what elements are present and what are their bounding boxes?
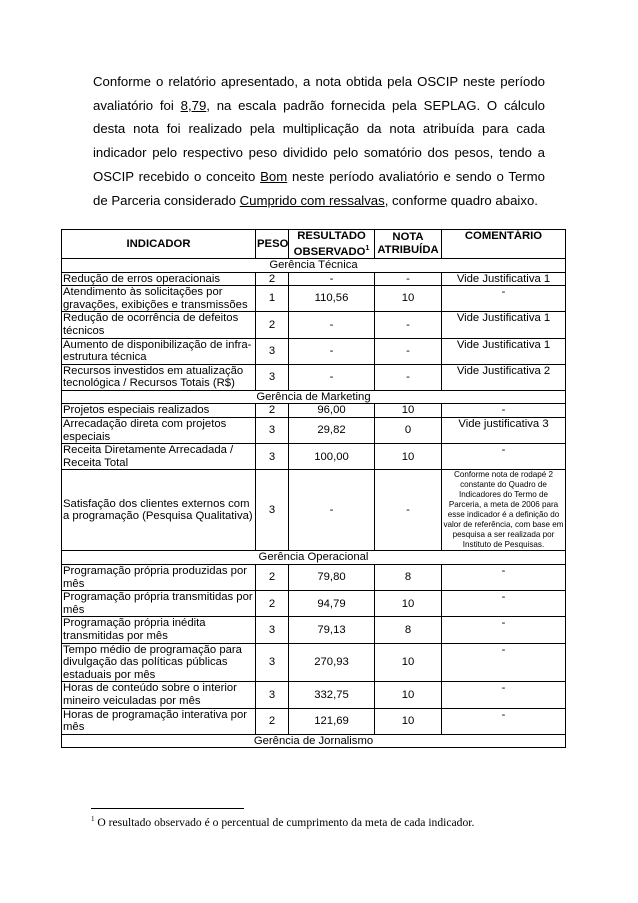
section-row — [62, 390, 566, 404]
cell-peso: 2 — [256, 272, 289, 286]
cell-indicador: Horas de programação interativa por mês — [62, 708, 256, 734]
cell-peso: 3 — [256, 444, 289, 470]
cell-indicador: Arrecadação direta com projetos especiais — [62, 418, 256, 444]
indicators-table — [61, 229, 566, 748]
header-comentario: COMENTÁRIO — [442, 230, 566, 259]
cell-nota: 0 — [375, 418, 442, 444]
cell-nota: 10 — [375, 682, 442, 708]
table-row — [62, 338, 566, 364]
paragraph-text: Conforme o relatório apresentado, a nota obtida pela OSCIP neste período avaliatório foi — [93, 74, 545, 113]
cell-nota: 8 — [375, 565, 442, 591]
cell-resultado: 79,80 — [289, 565, 375, 591]
cell-indicador: Recursos investidos em atualização tecnológica / Recursos Totais (R$) — [62, 364, 256, 390]
cell-resultado: 110,56 — [289, 286, 375, 312]
cell-resultado: 94,79 — [289, 591, 375, 617]
cell-nota: - — [375, 312, 442, 338]
cell-peso: 2 — [256, 708, 289, 734]
table-row — [62, 312, 566, 338]
cell-peso: 3 — [256, 617, 289, 643]
section-operacional: Gerência Operacional — [62, 551, 566, 565]
cell-resultado: 79,13 — [289, 617, 375, 643]
footnote-text: O resultado observado é o percentual de cumprimento da meta de cada indicador. — [94, 815, 475, 829]
cell-peso: 3 — [256, 643, 289, 682]
cell-nota: - — [375, 364, 442, 390]
cell-nota: - — [375, 338, 442, 364]
paragraph-text: neste período avaliatório e sendo o Termo de Parceria considerado — [93, 168, 545, 208]
cell-resultado: 29,82 — [289, 418, 375, 444]
cell-indicador: Satisfação dos clientes externos com a programação (Pesquisa Qualitativa) — [62, 470, 256, 551]
table-row — [62, 404, 566, 418]
cell-comentario: Vide Justificativa 1 — [442, 338, 566, 364]
table-header-row — [62, 230, 566, 259]
cell-indicador: Atendimento às solicitações por gravações, exibições e transmissões — [62, 286, 256, 312]
cell-comentario: Vide Justificativa 1 — [442, 272, 566, 286]
footnote-number: 1 — [91, 815, 95, 823]
cell-nota: 8 — [375, 617, 442, 643]
footnote — [91, 815, 571, 829]
cell-comentario: - — [442, 404, 566, 418]
paragraph-text: , conforme quadro abaixo. — [384, 192, 538, 208]
table-row — [62, 682, 566, 708]
cell-peso: 2 — [256, 591, 289, 617]
cell-nota: 10 — [375, 286, 442, 312]
score-value: 8,79 — [180, 97, 207, 113]
table-row — [62, 444, 566, 470]
table-row — [62, 617, 566, 643]
cell-comentario: Vide Justificativa 2 — [442, 364, 566, 390]
cell-nota: 10 — [375, 708, 442, 734]
cell-peso: 1 — [256, 286, 289, 312]
cell-comentario: Conforme nota de rodapé 2 constante do Quadro de Indicadores do Termo de Parceria, a meta de 2006 para esse indicador é a definição do valor de referência, com base em pesquisa a ser realizada por Instituto de Pesquisas. — [443, 470, 564, 550]
cell-peso: 2 — [256, 565, 289, 591]
cell-resultado: 270,93 — [289, 643, 375, 682]
cell-peso: 2 — [256, 312, 289, 338]
table-row — [62, 364, 566, 390]
cell-resultado: - — [289, 338, 375, 364]
cell-resultado: - — [289, 470, 375, 551]
table-row — [62, 643, 566, 682]
header-nota: NOTA ATRIBUÍDA — [375, 230, 442, 259]
cell-nota: 10 — [375, 404, 442, 418]
section-tecnica: Gerência Técnica — [62, 258, 566, 272]
cell-comentario: Vide Justificativa 1 — [442, 312, 566, 338]
cell-resultado: 100,00 — [289, 444, 375, 470]
cell-indicador: Programação própria transmitidas por mês — [62, 591, 256, 617]
cell-comentario: - — [442, 565, 566, 591]
cell-indicador: Programação própria inédita transmitidas por mês — [62, 617, 256, 643]
table-row — [62, 470, 566, 551]
cell-nota: - — [375, 272, 442, 286]
cell-peso: 2 — [256, 404, 289, 418]
cell-comentario: Vide justificativa 3 — [442, 418, 566, 444]
footnote-divider — [91, 808, 244, 809]
cell-resultado: 332,75 — [289, 682, 375, 708]
cell-resultado: - — [289, 364, 375, 390]
cell-indicador: Redução de ocorrência de defeitos técnicos — [62, 312, 256, 338]
table-row — [62, 286, 566, 312]
section-row — [62, 551, 566, 565]
cell-indicador: Tempo médio de programação para divulgação das políticas públicas estaduais por mês — [62, 643, 256, 682]
cell-peso: 3 — [256, 338, 289, 364]
cell-nota: - — [375, 470, 442, 551]
intro-paragraph — [93, 70, 545, 212]
concept-value: Bom — [260, 168, 288, 184]
table-row — [62, 272, 566, 286]
cell-indicador: Receita Diretamente Arrecadada / Receita Total — [62, 444, 256, 470]
table-row — [62, 708, 566, 734]
cell-comentario: - — [442, 682, 566, 708]
cell-peso: 3 — [256, 418, 289, 444]
section-jornalismo: Gerência de Jornalismo — [62, 734, 566, 748]
status-value: Cumprido com ressalvas — [239, 192, 385, 208]
cell-peso: 3 — [256, 470, 289, 551]
section-row — [62, 258, 566, 272]
cell-resultado: 96,00 — [289, 404, 375, 418]
paragraph-text: , na escala padrão fornecida pela SEPLAG. O cálculo desta nota foi realizado pela multiplicação da nota atribuída para cada indicador pelo respectivo peso dividido pelo somatório dos pesos, tendo a OSCIP recebido o conceito — [93, 97, 545, 184]
cell-nota: 10 — [375, 444, 442, 470]
cell-indicador: Horas de conteúdo sobre o interior mineiro veiculadas por mês — [62, 682, 256, 708]
cell-indicador: Redução de erros operacionais — [62, 272, 256, 286]
header-resultado: RESULTADO OBSERVADO$^1$ — [289, 230, 375, 259]
table-row — [62, 565, 566, 591]
cell-comentario: - — [442, 444, 566, 470]
cell-comentario: - — [442, 708, 566, 734]
cell-nota: 10 — [375, 591, 442, 617]
cell-indicador: Aumento de disponibilização de infra-estrutura técnica — [62, 338, 256, 364]
table-row — [62, 418, 566, 444]
cell-peso: 3 — [256, 364, 289, 390]
cell-peso: 3 — [256, 682, 289, 708]
header-indicador: INDICADOR — [62, 230, 256, 259]
cell-resultado: 121,69 — [289, 708, 375, 734]
cell-nota: 10 — [375, 643, 442, 682]
section-marketing: Gerência de Marketing — [62, 390, 566, 404]
cell-resultado: - — [289, 312, 375, 338]
cell-comentario: - — [442, 286, 566, 312]
table-row — [62, 591, 566, 617]
section-row — [62, 734, 566, 748]
cell-resultado: - — [289, 272, 375, 286]
cell-indicador: Programação própria produzidas por mês — [62, 565, 256, 591]
cell-comentario: - — [442, 643, 566, 682]
cell-indicador: Projetos especiais realizados — [62, 404, 256, 418]
cell-comentario: - — [442, 617, 566, 643]
cell-comentario: - — [442, 591, 566, 617]
header-peso: PESO — [256, 230, 289, 259]
